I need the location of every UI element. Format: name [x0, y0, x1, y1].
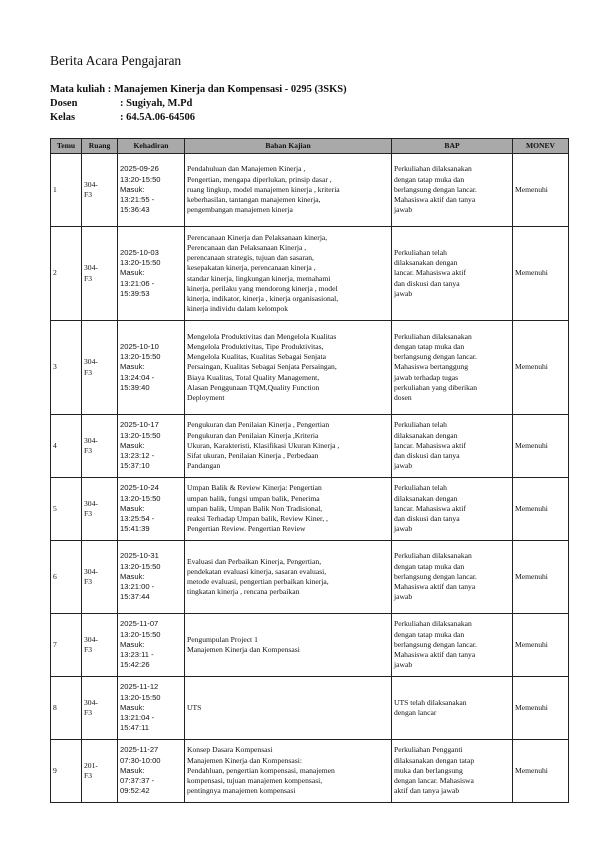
cell-monev — [513, 321, 569, 415]
cell-bahan-kajian — [185, 478, 392, 541]
cell-temu — [51, 154, 82, 227]
cell-bap — [392, 541, 513, 614]
cell-bahan-kajian-text: Pengukuran dan Penilaian Kinerja , Pengertian Pengukuran dan Penilaian Kinerja ,Kriteria Ukuran, Karakteristi, Klasifikasi Ukuran Kinerja , Sifat ukuran, Penilaian Kinerja , Perbedaan Pandangan — [187, 420, 340, 471]
cell-ruang-text: 304- F3 — [84, 566, 98, 586]
cell-kehadiran — [118, 478, 185, 541]
cell-temu-text: 8 — [53, 702, 57, 712]
lecturer-value: : Sugiyah, M.Pd — [120, 98, 193, 109]
cell-bap-text: Perkuliahan dilaksanakan dengan tatap muka dan berlangsung dengan lancar. Mahasiswa bertanggung jawab terhadap tugas perkuliahan yang diberikan dosen — [394, 331, 478, 402]
cell-bahan-kajian — [185, 227, 392, 321]
cell-temu-text: 6 — [53, 571, 57, 581]
cell-bahan-kajian-text: Konsep Dasara Kompensasi Manajemen Kinerja dan Kompensasi: Pendahluan, pengertian kompensasi, manajemen kompensasi, tujuan manajemen kompensasi, pentingnya manajemen kompensasi — [187, 745, 335, 796]
cell-ruang-text: 304- F3 — [84, 697, 98, 717]
cell-monev-text: Memenuhi — [515, 184, 548, 194]
cell-temu — [51, 614, 82, 677]
cell-bap-text: UTS telah dilaksanakan dengan lancar — [394, 697, 467, 717]
cell-kehadiran — [118, 154, 185, 227]
cell-bahan-kajian — [185, 321, 392, 415]
cell-kehadiran-text: 2025-10-17 13:20-15:50 Masuk: 13:23:12 - 15:37:10 — [120, 420, 161, 471]
cell-monev — [513, 154, 569, 227]
cell-bap-text: Perkuliahan telah dilaksanakan dengan lancar. Mahasiswa aktif dan diskusi dan tanya jawab — [394, 483, 466, 534]
header-bahan-kajian: Bahan Kajian — [185, 139, 392, 154]
cell-bahan-kajian-text: Perencanaan Kinerja dan Pelaksanaan kinerja, Perencanaan dan Pelaksanaan Kinerja , perencanaan strategis, tujuan dan sasaran, kesepakatan kinerja, perencanaan kinerja , standar kinerja, lingkungan kinerja, memahami kinerja, perilaku yang mendorong kinerja , model kinerja, indikator, kinerja , kinerja organisasional, kinerja individu dalam kelompok — [187, 232, 339, 314]
cell-bap-text: Perkuliahan dilaksanakan dengan tatap muka dan berlangsung dengan lancar. Mahasiswa aktif dan tanya jawab — [394, 164, 477, 215]
cell-ruang-text: 304- F3 — [84, 357, 98, 377]
cell-monev — [513, 740, 569, 803]
cell-kehadiran — [118, 740, 185, 803]
cell-bahan-kajian-text: Pendahuluan dan Manajemen Kinerja , Pengertian, mengapa diperlukan, prinsip dasar , ruang lingkup, model manajemen kinerja , kriteria keberhasilan, tantangan manajemen kinerja, pengembangan manajemen kinerja — [187, 164, 340, 215]
lecturer-label: Dosen — [50, 98, 78, 109]
cell-ruang-text: 304- F3 — [84, 179, 98, 199]
cell-temu-text: 7 — [53, 639, 57, 649]
cell-ruang — [82, 478, 118, 541]
cell-monev-text: Memenuhi — [515, 702, 548, 712]
cell-temu — [51, 541, 82, 614]
cell-bap — [392, 478, 513, 541]
table-row — [51, 227, 569, 321]
cell-monev — [513, 614, 569, 677]
cell-monev — [513, 541, 569, 614]
cell-kehadiran-text: 2025-10-03 13:20-15:50 Masuk: 13:21:06 - 15:39:53 — [120, 247, 161, 298]
cell-ruang — [82, 154, 118, 227]
cell-kehadiran-text: 2025-11-07 13:20-15:50 Masuk: 13:23:11 - 15:42:26 — [120, 619, 161, 670]
cell-bap-text: Perkuliahan Pengganti dilaksanakan dengan tatap muka dan berlangsung dengan lancar. Mahasiswa aktif dan tanya jawab — [394, 745, 475, 796]
cell-ruang — [82, 740, 118, 803]
header-kehadiran: Kehadiran — [118, 139, 185, 154]
cell-monev-text: Memenuhi — [515, 571, 548, 581]
table-row — [51, 541, 569, 614]
cell-bahan-kajian-text: UTS — [187, 702, 202, 712]
cell-kehadiran — [118, 677, 185, 740]
cell-ruang — [82, 415, 118, 478]
table-header-row — [51, 139, 569, 154]
cell-kehadiran-text: 2025-11-27 07:30-10:00 Masuk: 07:37:37 - 09:52:42 — [120, 745, 161, 796]
cell-kehadiran — [118, 614, 185, 677]
cell-ruang-text: 304- F3 — [84, 435, 98, 455]
cell-monev-text: Memenuhi — [515, 440, 548, 450]
cell-temu-text: 9 — [53, 765, 57, 775]
header-temu: Temu — [51, 139, 82, 154]
cell-bahan-kajian-text: Umpan Balik & Review Kinerja: Pengertian umpan balik, fungsi umpan balik, Penerima umpan balik, Umpan Balik Non Tradisional, reaksi Terhadap Umpan balik, Review Kiner, , Pengertian Review. Pengertian Review — [187, 483, 328, 534]
course-label: Mata kuliah — [50, 84, 106, 95]
cell-ruang-text: 304- F3 — [84, 634, 98, 654]
cell-bahan-kajian-text: Evaluasi dan Perbaikan Kinerja, Pengertian, pendekatan evaluasi kinerja, sasaran evaluasi, metode evaluasi, pengertian perbaikan kinerja, tingkatan kinerja , rencana perbaikan — [187, 556, 329, 597]
cell-bap-text: Perkuliahan telah dilaksanakan dengan lancar. Mahasiswa aktif dan diskusi dan tanya jawab — [394, 247, 466, 298]
cell-bahan-kajian-text: Mengelola Produktivitas dan Mengelola Kualitas Mengelola Produktivitas, Tipe Produktivitas, Mengelola Kualitas, Kualitas Sebagai Senjata Persaingan, Kualitas Sebagai Senjata Persaingan, Biaya Kualitas, Total Quality Management, Alasan Penggunaan TQM,Quality Function Deployment — [187, 331, 337, 402]
cell-temu — [51, 227, 82, 321]
table-row — [51, 154, 569, 227]
cell-ruang — [82, 227, 118, 321]
cell-monev-text: Memenuhi — [515, 503, 548, 513]
cell-bap-text: Perkuliahan telah dilaksanakan dengan lancar. Mahasiswa aktif dan diskusi dan tanya jawab — [394, 420, 466, 471]
cell-kehadiran — [118, 415, 185, 478]
cell-temu — [51, 415, 82, 478]
table-row — [51, 415, 569, 478]
cell-temu-text: 3 — [53, 362, 57, 372]
cell-kehadiran — [118, 321, 185, 415]
cell-temu — [51, 478, 82, 541]
cell-monev-text: Memenuhi — [515, 765, 548, 775]
cell-bap — [392, 154, 513, 227]
course-row — [50, 83, 347, 97]
cell-temu-text: 4 — [53, 440, 57, 450]
cell-bahan-kajian — [185, 677, 392, 740]
cell-monev-text: Memenuhi — [515, 268, 548, 278]
table-row — [51, 614, 569, 677]
table-row — [51, 321, 569, 415]
cell-bap — [392, 227, 513, 321]
cell-ruang-text: 201- F3 — [84, 760, 98, 780]
bap-table — [50, 138, 569, 803]
course-value: : Manajemen Kinerja dan Kompensasi - 0295 (3SKS) — [107, 84, 347, 95]
cell-bahan-kajian — [185, 740, 392, 803]
cell-bahan-kajian — [185, 154, 392, 227]
table-row — [51, 478, 569, 541]
cell-ruang — [82, 677, 118, 740]
cell-temu-text: 1 — [53, 184, 57, 194]
cell-ruang — [82, 321, 118, 415]
cell-temu — [51, 740, 82, 803]
cell-kehadiran — [118, 541, 185, 614]
cell-bap — [392, 614, 513, 677]
cell-bap-text: Perkuliahan dilaksanakan dengan tatap muka dan berlangsung dengan lancar. Mahasiswa aktif dan tanya jawab — [394, 619, 477, 670]
table-row — [51, 677, 569, 740]
cell-temu — [51, 677, 82, 740]
cell-monev — [513, 478, 569, 541]
class-label: Kelas — [50, 112, 76, 123]
cell-monev — [513, 415, 569, 478]
cell-ruang-text: 304- F3 — [84, 263, 98, 283]
cell-monev-text: Memenuhi — [515, 362, 548, 372]
class-value: : 64.5A.06-64506 — [120, 112, 195, 123]
page-title: Berita Acara Pengajaran — [50, 53, 182, 68]
cell-bahan-kajian-text: Pengumpulan Project 1 Manajemen Kinerja dan Kompensasi — [187, 634, 300, 654]
cell-temu-text: 5 — [53, 503, 57, 513]
course-info — [50, 83, 347, 125]
cell-kehadiran-text: 2025-10-31 13:20-15:50 Masuk: 13:21:00 - 15:37:44 — [120, 551, 161, 602]
header-monev: MONEV — [513, 139, 569, 154]
cell-bap — [392, 415, 513, 478]
cell-monev — [513, 677, 569, 740]
cell-bap-text: Perkuliahan dilaksanakan dengan tatap muka dan berlangsung dengan lancar. Mahasiswa aktif dan tanya jawab — [394, 551, 477, 602]
cell-ruang — [82, 614, 118, 677]
cell-bap — [392, 740, 513, 803]
cell-ruang — [82, 541, 118, 614]
class-row — [50, 111, 347, 125]
header-ruang: Ruang — [82, 139, 118, 154]
cell-bap — [392, 321, 513, 415]
cell-ruang-text: 304- F3 — [84, 498, 98, 518]
cell-temu-text: 2 — [53, 268, 57, 278]
cell-temu — [51, 321, 82, 415]
cell-bap — [392, 677, 513, 740]
cell-kehadiran-text: 2025-10-10 13:20-15:50 Masuk: 13:24:04 - 15:39:40 — [120, 341, 161, 392]
cell-monev-text: Memenuhi — [515, 639, 548, 649]
cell-kehadiran-text: 2025-09-26 13:20-15:50 Masuk: 13:21:55 - 15:36:43 — [120, 164, 161, 215]
cell-bahan-kajian — [185, 415, 392, 478]
cell-kehadiran — [118, 227, 185, 321]
table-row — [51, 740, 569, 803]
cell-kehadiran-text: 2025-10-24 13:20-15:50 Masuk: 13:25:54 - 15:41:39 — [120, 483, 161, 534]
lecturer-row — [50, 97, 347, 111]
cell-bahan-kajian — [185, 614, 392, 677]
header-bap: BAP — [392, 139, 513, 154]
cell-bahan-kajian — [185, 541, 392, 614]
cell-monev — [513, 227, 569, 321]
cell-kehadiran-text: 2025-11-12 13:20-15:50 Masuk: 13:21:04 - 15:47:11 — [120, 682, 161, 733]
